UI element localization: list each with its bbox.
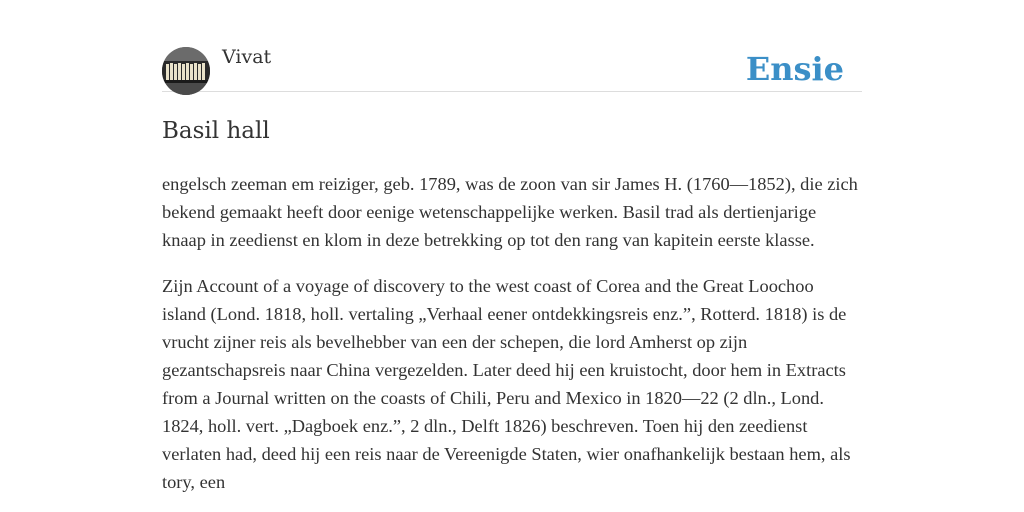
article-paragraph: engelsch zeeman em reiziger, geb. 1789, was de zoon van sir James H. (1760—1852), die zich bekend gemaakt heeft door eenige wetenschappelijke werken. Basil trad als dertienjarige knaap in zeedienst en klom in deze betrekking op tot den rang van kapitein eerste klasse. bbox=[162, 174, 858, 250]
header bbox=[162, 0, 862, 92]
article-content bbox=[162, 170, 862, 496]
article-paragraph: Zijn Account of a voyage of discovery to the west coast of Corea and the Great Loochoo island (Lond. 1818, holl. vertaling „Verhaal eener ontdekkingsreis enz.”, Rotterd. 1818) is de vrucht zijner reis als bevelhebber van een der schepen, die lord Amherst op zijn gezantschapsreis naar China vergezelden. Later deed hij een kruistocht, door hem in Extracts from a Journal written on the coasts of Chili, Peru and Mexico in 1820—22 (2 dln., Lond. 1824, holl. vert. „Dagboek enz.”, 2 dln., Delft 1826) beschreven. Toen hij den zeedienst verlaten had, deed hij een reis naar de Vereenigde Staten, wier onafhankelijk bestaan hem, als tory, een bbox=[162, 276, 851, 492]
brand-logo[interactable]: Ensie bbox=[745, 50, 844, 88]
article-title: Basil hall bbox=[162, 118, 270, 144]
source-avatar[interactable] bbox=[162, 47, 210, 95]
source-name[interactable]: Vivat bbox=[222, 46, 272, 68]
bookshelf-icon bbox=[162, 47, 210, 95]
page bbox=[162, 0, 862, 512]
